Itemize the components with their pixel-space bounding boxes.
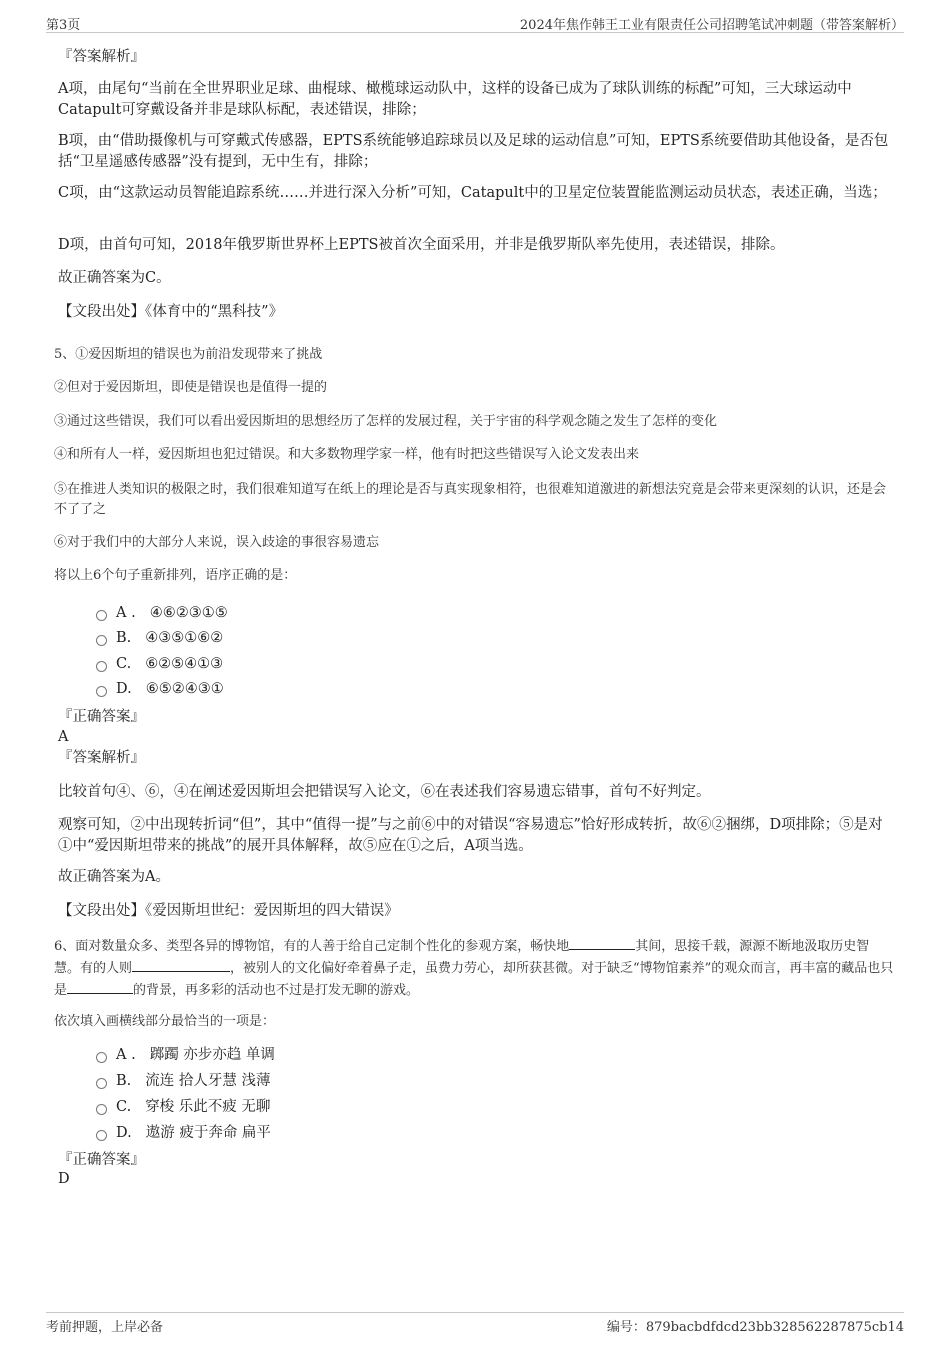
page-header [46,12,904,33]
radio-icon[interactable] [96,686,107,697]
q5-source: 【文段出处】《爱因斯坦世纪：爱因斯坦的四大错误》 [58,903,399,919]
document-id: 编号：879bacbdfdcd23bb328562287875cb14 [606,1320,904,1335]
q4-conclusion: 故正确答案为C。 [58,270,171,286]
q6-correct-answer: D [58,1171,70,1187]
q6-correct-label: 『正确答案』 [58,1152,145,1168]
q4-source: 【文段出处】《体育中的“黑科技”》 [58,304,284,320]
q5-option-a[interactable]: A . ④⑥②③①⑤ [96,603,228,623]
radio-icon[interactable] [96,635,107,646]
q4-para-b: B项，由“借助摄像机与可穿戴式传感器，EPTS系统能够追踪球员以及足球的运动信息”可知，EPTS系统要借助其他设备，是否包括“卫星遥感传感器”没有提到，无中生有，排除； [58,133,889,170]
q6-option-c[interactable]: C. 穿梭 乐此不疲 无聊 [96,1097,270,1117]
q5-option-b[interactable]: B. ④③⑤①⑥② [96,628,223,648]
q4-para-d: D项，由首句可知，2018年俄罗斯世界杯上EPTS被首次全面采用，并非是俄罗斯队率先使用，表述错误，排除。 [58,237,785,253]
q6-prompt: 依次填入画横线部分最恰当的一项是： [54,1014,276,1029]
q4-analysis-label: 『答案解析』 [58,49,145,65]
radio-icon[interactable] [96,1104,107,1115]
radio-icon[interactable] [96,661,107,672]
q6-option-d[interactable]: D. 遨游 疲于奔命 扁平 [96,1123,271,1143]
q5-option-d[interactable]: D. ⑥⑤②④③① [96,679,224,699]
q5-sentence-2: ②但对于爱因斯坦，即使是错误也是值得一提的 [54,380,328,395]
blank-1 [569,935,635,950]
q5-analysis-para-2: 观察可知，②中出现转折词“但”，其中“值得一提”与之前⑥中的对错误“容易遗忘”恰好形成转折，故⑥②捆绑，D项排除；⑤是对①中“爱因斯坦带来的挑战”的展开具体解释，故⑤应在①之后，A项当选。 [58,817,883,854]
page-footer [46,1312,904,1335]
blank-3 [67,979,133,994]
radio-icon[interactable] [96,1052,107,1063]
q5-correct-label: 『正确答案』 [58,709,145,725]
radio-icon[interactable] [96,1078,107,1089]
radio-icon[interactable] [96,610,107,621]
q5-prompt: 将以上6个句子重新排列，语序正确的是： [54,568,297,583]
q5-analysis-para-1: 比较首句④、⑥，④在阐述爱因斯坦会把错误写入论文，⑥在表述我们容易遗忘错事，首句不好判定。 [58,784,711,800]
q4-para-c: C项，由“这款运动员智能追踪系统……并进行深入分析”可知，Catapult中的卫星定位装置能监测运动员状态，表述正确，当选； [58,185,887,201]
blank-2 [132,957,230,972]
radio-icon[interactable] [96,1130,107,1141]
q5-sentence-1: 5、①爱因斯坦的错误也为前沿发现带来了挑战 [54,347,323,362]
q6-option-a[interactable]: A . 踯躅 亦步亦趋 单调 [96,1045,275,1065]
q5-analysis-label: 『答案解析』 [58,750,145,766]
q4-para-a: A项，由尾句“当前在全世界职业足球、曲棍球、橄榄球运动队中，这样的设备已成为了球队训练的标配”可知，三大球运动中Catapult可穿戴设备并非是球队标配，表述错误，排除； [58,81,852,118]
q5-conclusion: 故正确答案为A。 [58,869,170,885]
q5-option-c[interactable]: C. ⑥②⑤④①③ [96,654,223,674]
q5-sentence-4: ④和所有人一样，爱因斯坦也犯过错误。和大多数物理学家一样，他有时把这些错误写入论文发表出来 [54,447,640,462]
document-title: 2024年焦作韩王工业有限责任公司招聘笔试冲刺题（带答案解析） [519,18,904,33]
q6-question-text: 6、面对数量众多、类型各异的博物馆，有的人善于给自己定制个性化的参观方案，畅快地 其间，思接千载，源源不断地汲取历史智慧。有的人则 ，被别人的文化偏好牵着鼻子走，虽费力劳心，却所获甚微。对于缺乏“博物馆素养”的观众而言，再丰富的藏品也只是 的背景，再多彩的活动也不过是打发无聊的游戏。 [54,935,894,1001]
page-number: 第3页 [46,18,81,33]
q5-sentence-3: ③通过这些错误，我们可以看出爱因斯坦的思想经历了怎样的发展过程，关于宇宙的科学观念随之发生了怎样的变化 [54,414,718,429]
q5-sentence-5: ⑤在推进人类知识的极限之时，我们很难知道写在纸上的理论是否与真实现象相符，也很难知道激进的新想法究竟是会带来更深刻的认识，还是会不了了之 [54,482,887,517]
q6-option-b[interactable]: B. 流连 拾人牙慧 浅薄 [96,1071,270,1091]
footer-slogan: 考前押题，上岸必备 [46,1320,164,1335]
q5-sentence-6: ⑥对于我们中的大部分人来说，误入歧途的事很容易遗忘 [54,535,380,550]
q5-correct-answer: A [58,729,69,745]
